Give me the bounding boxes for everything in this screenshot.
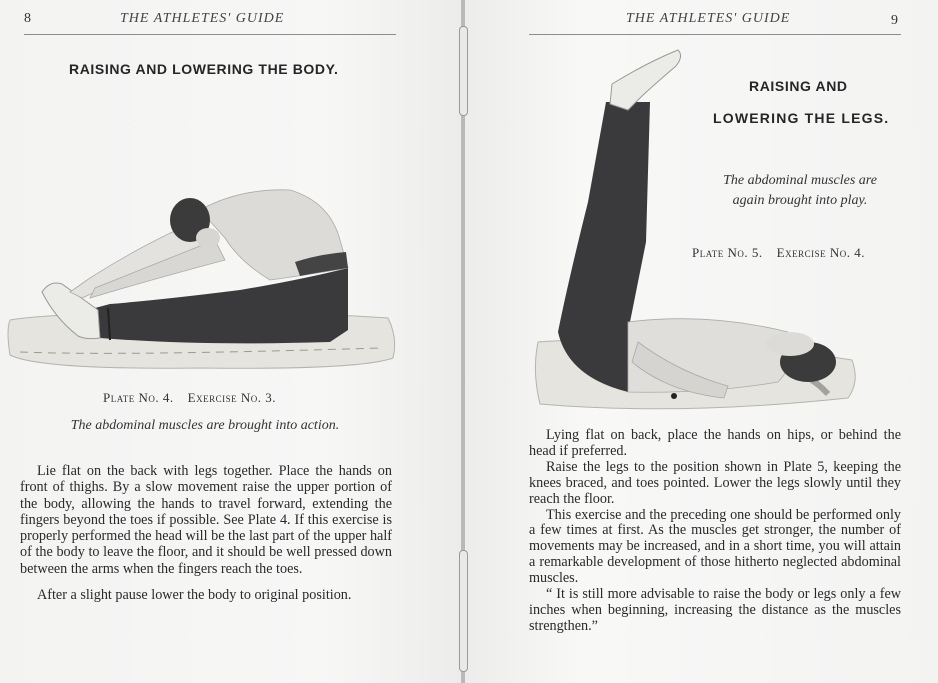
binding-stitch (459, 26, 468, 116)
section-title: RAISING AND LOWERING THE BODY. (69, 61, 339, 77)
running-head: THE ATHLETES' GUIDE (626, 11, 791, 26)
photo-caption-line2: again brought into play. (732, 193, 868, 208)
left-page (0, 0, 463, 683)
plate-caption (692, 245, 865, 261)
body-text (529, 428, 901, 635)
paragraph: Lie flat on the back with legs together. Place the hands on front of thighs. By a slow movement raise the upper portion of the body, allowing the hands to travel forward, extending the fingers beyond the toes if possible. See Plate 4. If this exercise is properly performed the head will be the last part of the upper half of the body to leave the floor, and it should be well pressed down between the arms when the fingers reach the toes. (20, 463, 392, 577)
paragraph: After a slight pause lower the body to original position. (37, 587, 352, 604)
exercise-label: Exercise No. 4. (776, 245, 865, 260)
paragraph: Raise the legs to the position shown in Plate 5, keeping the knees braced, and toes pointed. Lower the legs slowly until they reach the floor. (529, 458, 901, 507)
photo-caption-line1: The abdominal muscles are (723, 173, 877, 188)
header-rule (24, 34, 396, 35)
paragraph: This exercise and the preceding one should be performed only a few times at first. As the muscles get stronger, the number of movements may be increased, and in a short time, you will attain a remarkable development of those hitherto neglected abdominal muscles. (529, 506, 901, 587)
section-title-line1: RAISING AND (749, 78, 848, 94)
paragraph: “ It is still more advisable to raise the body or legs only a few inches when beginning, increasing the distance as the muscles strengthen.” (529, 586, 901, 634)
leg-raise-photo-icon (528, 42, 868, 422)
seated-forward-bend-photo-icon (0, 180, 410, 380)
plate-label: Plate No. 4. (103, 390, 174, 405)
binding-stitch (459, 550, 468, 672)
paragraph: Lying flat on back, place the hands on hips, or behind the head if preferred. (529, 427, 901, 459)
plate-label: Plate No. 5. (692, 245, 763, 260)
right-page (463, 0, 938, 683)
exercise-label: Exercise No. 3. (187, 390, 276, 405)
photo-caption: The abdominal muscles are brought into action. (70, 418, 340, 433)
header-rule (529, 34, 901, 35)
section-title-line2: LOWERING THE LEGS. (713, 110, 890, 126)
body-text (20, 463, 392, 603)
running-head: THE ATHLETES' GUIDE (120, 11, 285, 26)
page-number: 8 (24, 11, 31, 26)
page-number: 9 (891, 13, 898, 28)
plate-caption (103, 390, 276, 406)
